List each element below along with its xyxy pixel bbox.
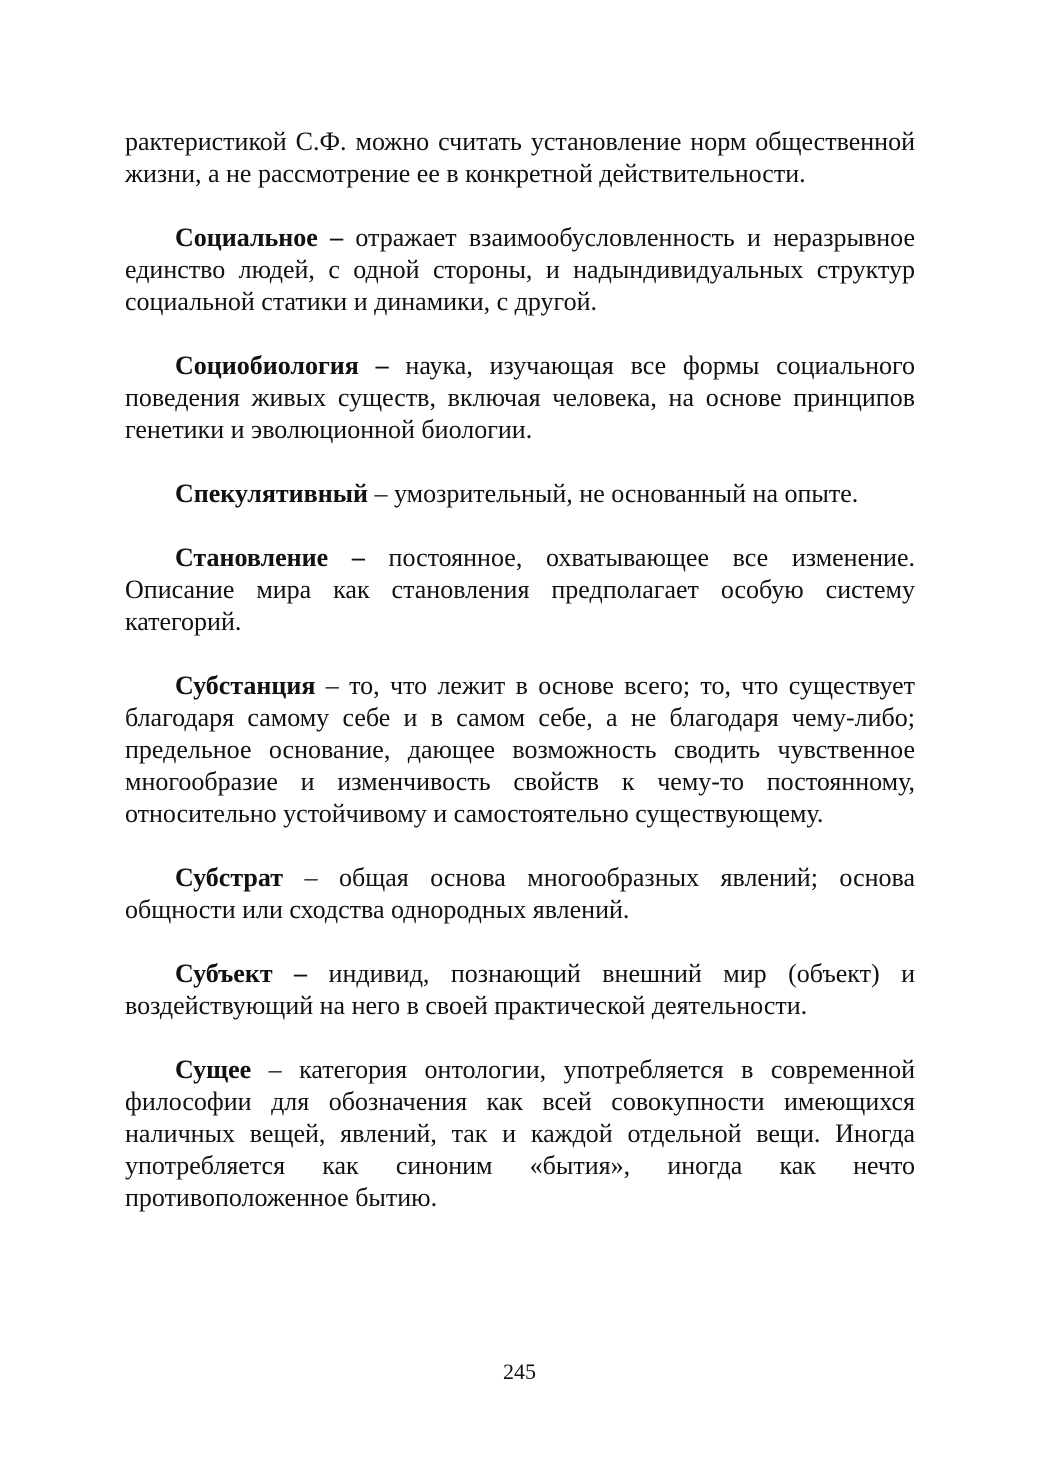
entry-definition: – общая основа многообразных явлений; основа общности или сходства однородных явлений. bbox=[125, 863, 915, 924]
entry-term: Сущее bbox=[175, 1055, 252, 1084]
entry-definition: – умозрительный, не основанный на опыте. bbox=[367, 479, 859, 508]
entry-term: Спекулятивный bbox=[175, 479, 368, 508]
entry-term: Становление – bbox=[175, 543, 365, 572]
entry-term: Субстрат bbox=[175, 863, 283, 892]
glossary-entry-stanovlenie bbox=[125, 542, 915, 638]
page-body bbox=[125, 126, 915, 1214]
entry-term: Социальное – bbox=[175, 223, 344, 252]
entry-term: Субъект – bbox=[175, 959, 308, 988]
page-number: 245 bbox=[503, 1359, 536, 1384]
entry-definition: индивид, познающий внешний мир (объект) и воздействующий на него в своей практической деятельности. bbox=[125, 959, 915, 1020]
glossary-entry-subekt bbox=[125, 958, 915, 1022]
entry-definition: – категория онтологии, употребляется в современной философии для обозначения как всей совокупности имеющихся наличных вещей, явлений, так и каждой отдельной вещи. Иногда употребляется как синоним «бытия», иногда как нечто противоположенное бытию. bbox=[125, 1055, 915, 1212]
glossary-entry-socialnoe bbox=[125, 222, 915, 318]
entry-definition: отражает взаимообусловленность и неразрывное единство людей, с одной стороны, и надындивидуальных структур социальной статики и динамики, с другой. bbox=[125, 223, 916, 316]
intro-paragraph: рактеристикой С.Ф. можно считать установление норм общественной жизни, а не рассмотрение ее в конкретной действительности. bbox=[125, 127, 915, 188]
glossary-entry-substanciya bbox=[125, 670, 915, 830]
entry-definition: – то, что лежит в основе всего; то, что существует благодаря самому себе и в самом себе, а не благодаря чему-либо; предельное основание, дающее возможность сводить чувственное многообразие и изменчивость свойств к чему-то постоянному, относительно устойчивому и самостоятельно существующему. bbox=[125, 671, 915, 828]
glossary-entry-spekulyativnyi bbox=[125, 478, 915, 510]
glossary-entry-substrat bbox=[125, 862, 915, 926]
entry-term: Субстанция bbox=[175, 671, 316, 700]
glossary-entry-sociobiologiya bbox=[125, 350, 915, 446]
entry-definition: наука, изучающая все формы социального поведения живых существ, включая человека, на основе принципов генетики и эволюционной биологии. bbox=[125, 351, 916, 444]
glossary-entry-sushchee bbox=[125, 1054, 915, 1214]
entry-definition: постоянное, охватывающее все изменение. Описание мира как становления предполагает особую систему категорий. bbox=[125, 543, 916, 636]
entry-term: Социобиология – bbox=[175, 351, 389, 380]
